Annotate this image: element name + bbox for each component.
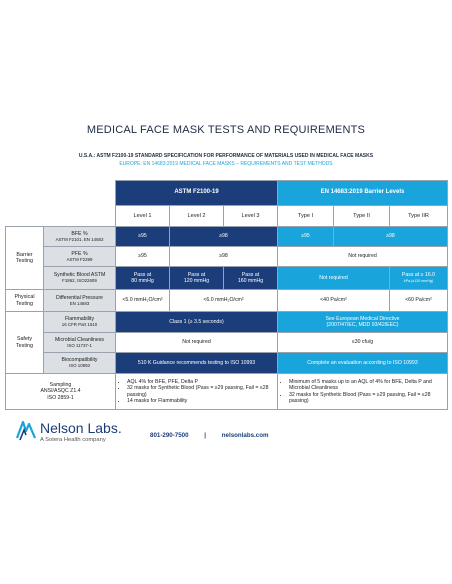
header-level-3: Level 3 [224,206,278,227]
subtitle-eu: EUROPE: EN 14683:2019 MEDICAL FACE MASKS – REQUIREMENTS AND TEST METHODS [119,161,333,167]
sampling-en-item: • Minimum of 5 masks up to an AQL of 4% for BFE, Delta P and Microbial Cleanliness [289,379,445,391]
test-pfe [44,247,116,267]
sampling-std-1: ANSI/ASQC Z1.4 [40,388,81,395]
flam-en-b: (2007/47/EC, MDD 93/42/EEC) [326,322,399,328]
test-bfe [44,227,116,247]
sb-level-2 [170,267,224,290]
test-flammability [44,312,116,333]
bfe-level-1: ≥95 [116,227,170,247]
phone-number: 801-290-7500 [150,432,189,439]
sampling-astm-item: • AQL 4% for BFE, PFE, Delta P [127,379,275,385]
dp-level-2-3: <6.0 mmH₂O/cm² [170,290,278,312]
test-dp-std: EN 14683 [69,300,90,306]
logo-tagline: A Sotera Health company [40,437,106,443]
sb-level-2-b: 120 mmHg [183,278,210,284]
sb-level-3 [224,267,278,290]
sampling-std-2: ISO 2859-1 [47,394,74,401]
bio-en: Complete an evaluation according to ISO 10993 [278,353,448,374]
bfe-type-2: ≥98 [334,227,448,247]
test-sampling [6,374,116,410]
contact-separator: | [204,432,207,439]
flam-en-a: See European Medical Directive [325,315,400,322]
sb-level-3-b: 160 mmHg [237,278,264,284]
pfe-level-2-3: ≥98 [170,247,278,267]
logo-mark-icon [14,418,38,444]
sampling-en [278,374,448,410]
test-bio-name: Biocompatibility [61,357,98,364]
test-sb-name: Synthetic Blood ASTM [53,272,106,279]
test-synthetic-blood [44,267,116,290]
sampling-astm-item: • 14 masks for Flammability [127,398,275,404]
header-type-2r: Type IIR [390,206,448,227]
test-biocompatibility [44,353,116,374]
test-mc-name: Microbial Cleanliness [54,336,104,343]
sb-level-2-a: Pass at [187,271,206,278]
test-flam-name: Flammability [64,316,95,323]
test-bfe-name: BFE % [71,230,88,237]
nelson-labs-logo [14,418,124,448]
header-en: EN 14683:2019 Barrier Levels [278,181,448,206]
mc-astm: Not required [116,333,278,353]
logo-name: Nelson Labs. [40,420,122,436]
header-type-2: Type II [334,206,390,227]
category-safety: Safety Testing [6,312,44,374]
test-sb-std: F1862, ISO22609 [62,278,97,284]
sampling-en-item: • 32 masks for Synthetic Blood (Pass = ≥29 passing, Fail = ≤28 passing) [289,392,445,404]
dp-type-1-2: <40 Pa/cm² [278,290,390,312]
dp-level-1: <5.0 mmH₂O/cm² [116,290,170,312]
test-dp-name: Differential Pressure [56,294,103,301]
sampling-name: Sampling [49,382,72,389]
category-barrier: Barrier Testing [6,227,44,290]
sb-level-1-b: 80 mmHg [131,278,154,284]
test-flam-std: 16 CFR Part 1610 [61,322,98,328]
dp-type-2r: <60 Pa/cm² [390,290,448,312]
sb-level-3-a: Pass at [241,271,260,278]
sb-type-2r-b: kPa (≥120 mmHg) [403,279,434,283]
bfe-type-1: ≥95 [278,227,334,247]
page-title: MEDICAL FACE MASK TESTS AND REQUIREMENTS [86,124,366,136]
header-level-2: Level 2 [170,206,224,227]
test-diff-pressure [44,290,116,312]
test-pfe-std: ASTM F2299 [66,256,93,262]
sampling-astm-item: • 32 masks for Synthetic Blood (Pass = ≥29 passing, Fail = ≤28 passing) [127,385,275,397]
sampling-astm [116,374,278,410]
test-pfe-name: PFE % [71,250,88,257]
sb-level-1-a: Pass at [133,271,152,278]
website-link[interactable]: nelsonlabs.com [221,432,269,439]
test-microbial [44,333,116,353]
requirements-table [5,180,448,410]
sb-type-2r [390,267,448,290]
test-bfe-std: ASTM F2101, EN 14683 [55,236,104,242]
flam-en [278,312,448,333]
test-bio-std: ISO 10993 [69,363,90,369]
sb-en: Not required [278,267,390,290]
category-physical: Physical Testing [6,290,44,312]
subtitle-us: U.S.A.: ASTM F2100-19 STANDARD SPECIFICATION FOR PERFORMANCE OF MATERIALS USED IN MEDICAL FACE MASKS [78,153,374,159]
sb-level-1 [116,267,170,290]
contact-info [150,432,283,439]
header-type-1: Type I [278,206,334,227]
pfe-en: Not required [278,247,448,267]
pfe-level-1: ≥95 [116,247,170,267]
bio-astm: 510 K Guidance recommends testing to ISO 10993 [116,353,278,374]
flam-astm: Class 1 (≥ 3.5 seconds) [116,312,278,333]
bfe-level-2-3: ≥98 [170,227,278,247]
header-astm: ASTM F2100-19 [116,181,278,206]
sb-type-2r-a: Pass at ≥ 16.0 [401,271,436,278]
header-level-1: Level 1 [116,206,170,227]
mc-en: ≤30 cfu/g [278,333,448,353]
test-mc-std: ISO 11737-1 [67,342,92,348]
